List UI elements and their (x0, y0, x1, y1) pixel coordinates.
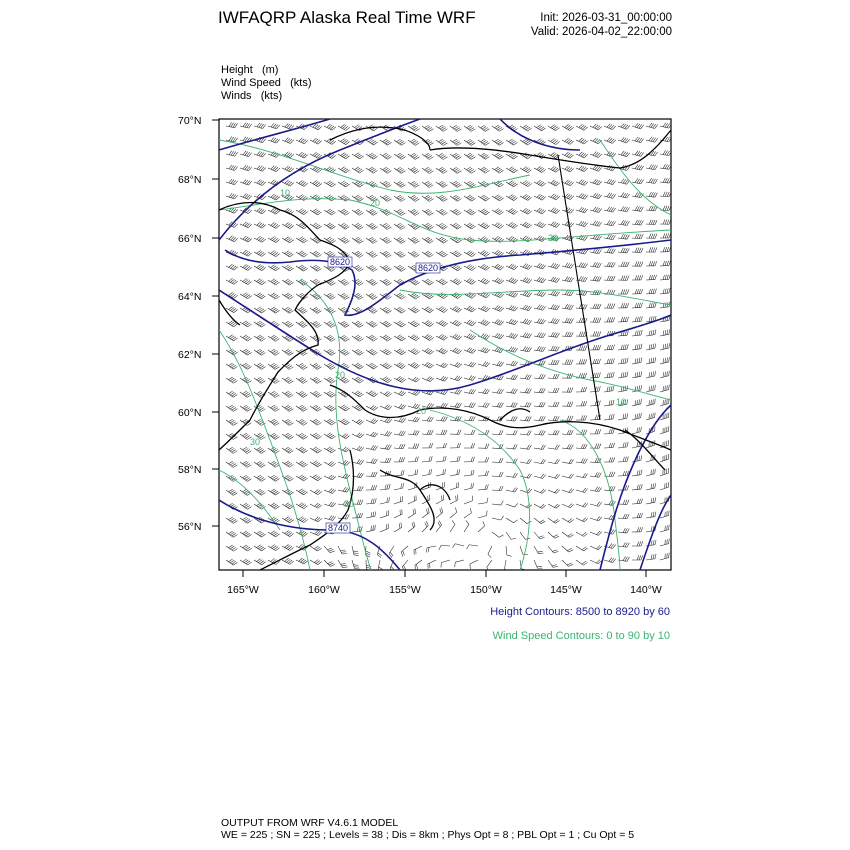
wind-contours-legend: Wind Speed Contours: 0 to 90 by 10 (492, 630, 670, 642)
lat-label: 58°N (178, 464, 202, 476)
lat-label: 66°N (178, 233, 202, 245)
lat-label: 56°N (178, 521, 202, 533)
model-info: OUTPUT FROM WRF V4.6.1 MODEL (221, 817, 399, 829)
valid-time: Valid: 2026-04-02_22:00:00 (530, 26, 672, 38)
wind-tag: 20 (335, 370, 346, 380)
wind-tag: 10 (280, 188, 291, 198)
wind-tag: 20 (370, 198, 381, 208)
height-tag: 8740 (328, 523, 349, 533)
field-height-label: Height (m) (221, 64, 279, 76)
lat-label: 68°N (178, 174, 202, 186)
lon-label: 165°W (227, 584, 259, 596)
field-winds-label: Winds (kts) (221, 90, 283, 102)
page-title: IWFAQRP Alaska Real Time WRF (218, 8, 476, 27)
wind-tag: 10 (616, 397, 627, 407)
lon-label: 145°W (550, 584, 582, 596)
lat-label: 70°N (178, 115, 202, 127)
init-time: Init: 2026-03-31_00:00:00 (540, 12, 672, 24)
height-tag: 8620 (330, 257, 351, 267)
model-parameters: WE = 225 ; SN = 225 ; Levels = 38 ; Dis = 8km ; Phys Opt = 8 ; PBL Opt = 1 ; Cu Opt = 5 (221, 829, 635, 841)
lon-label: 150°W (470, 584, 502, 596)
lat-label: 60°N (178, 407, 202, 419)
height-tag: 8620 (418, 263, 439, 273)
wind-tag: 30 (250, 437, 261, 447)
lon-label: 160°W (308, 584, 340, 596)
lat-label: 64°N (178, 291, 202, 303)
map-frame (219, 119, 671, 570)
lon-label: 140°W (630, 584, 662, 596)
wind-tag: 30 (344, 499, 355, 509)
field-wind-speed-label: Wind Speed (kts) (221, 77, 312, 89)
lat-label: 62°N (178, 349, 202, 361)
wind-tag: 20 (416, 406, 427, 416)
lon-label: 155°W (389, 584, 421, 596)
height-contours-legend: Height Contours: 8500 to 8920 by 60 (490, 606, 670, 618)
wind-tag: 20 (548, 233, 559, 243)
